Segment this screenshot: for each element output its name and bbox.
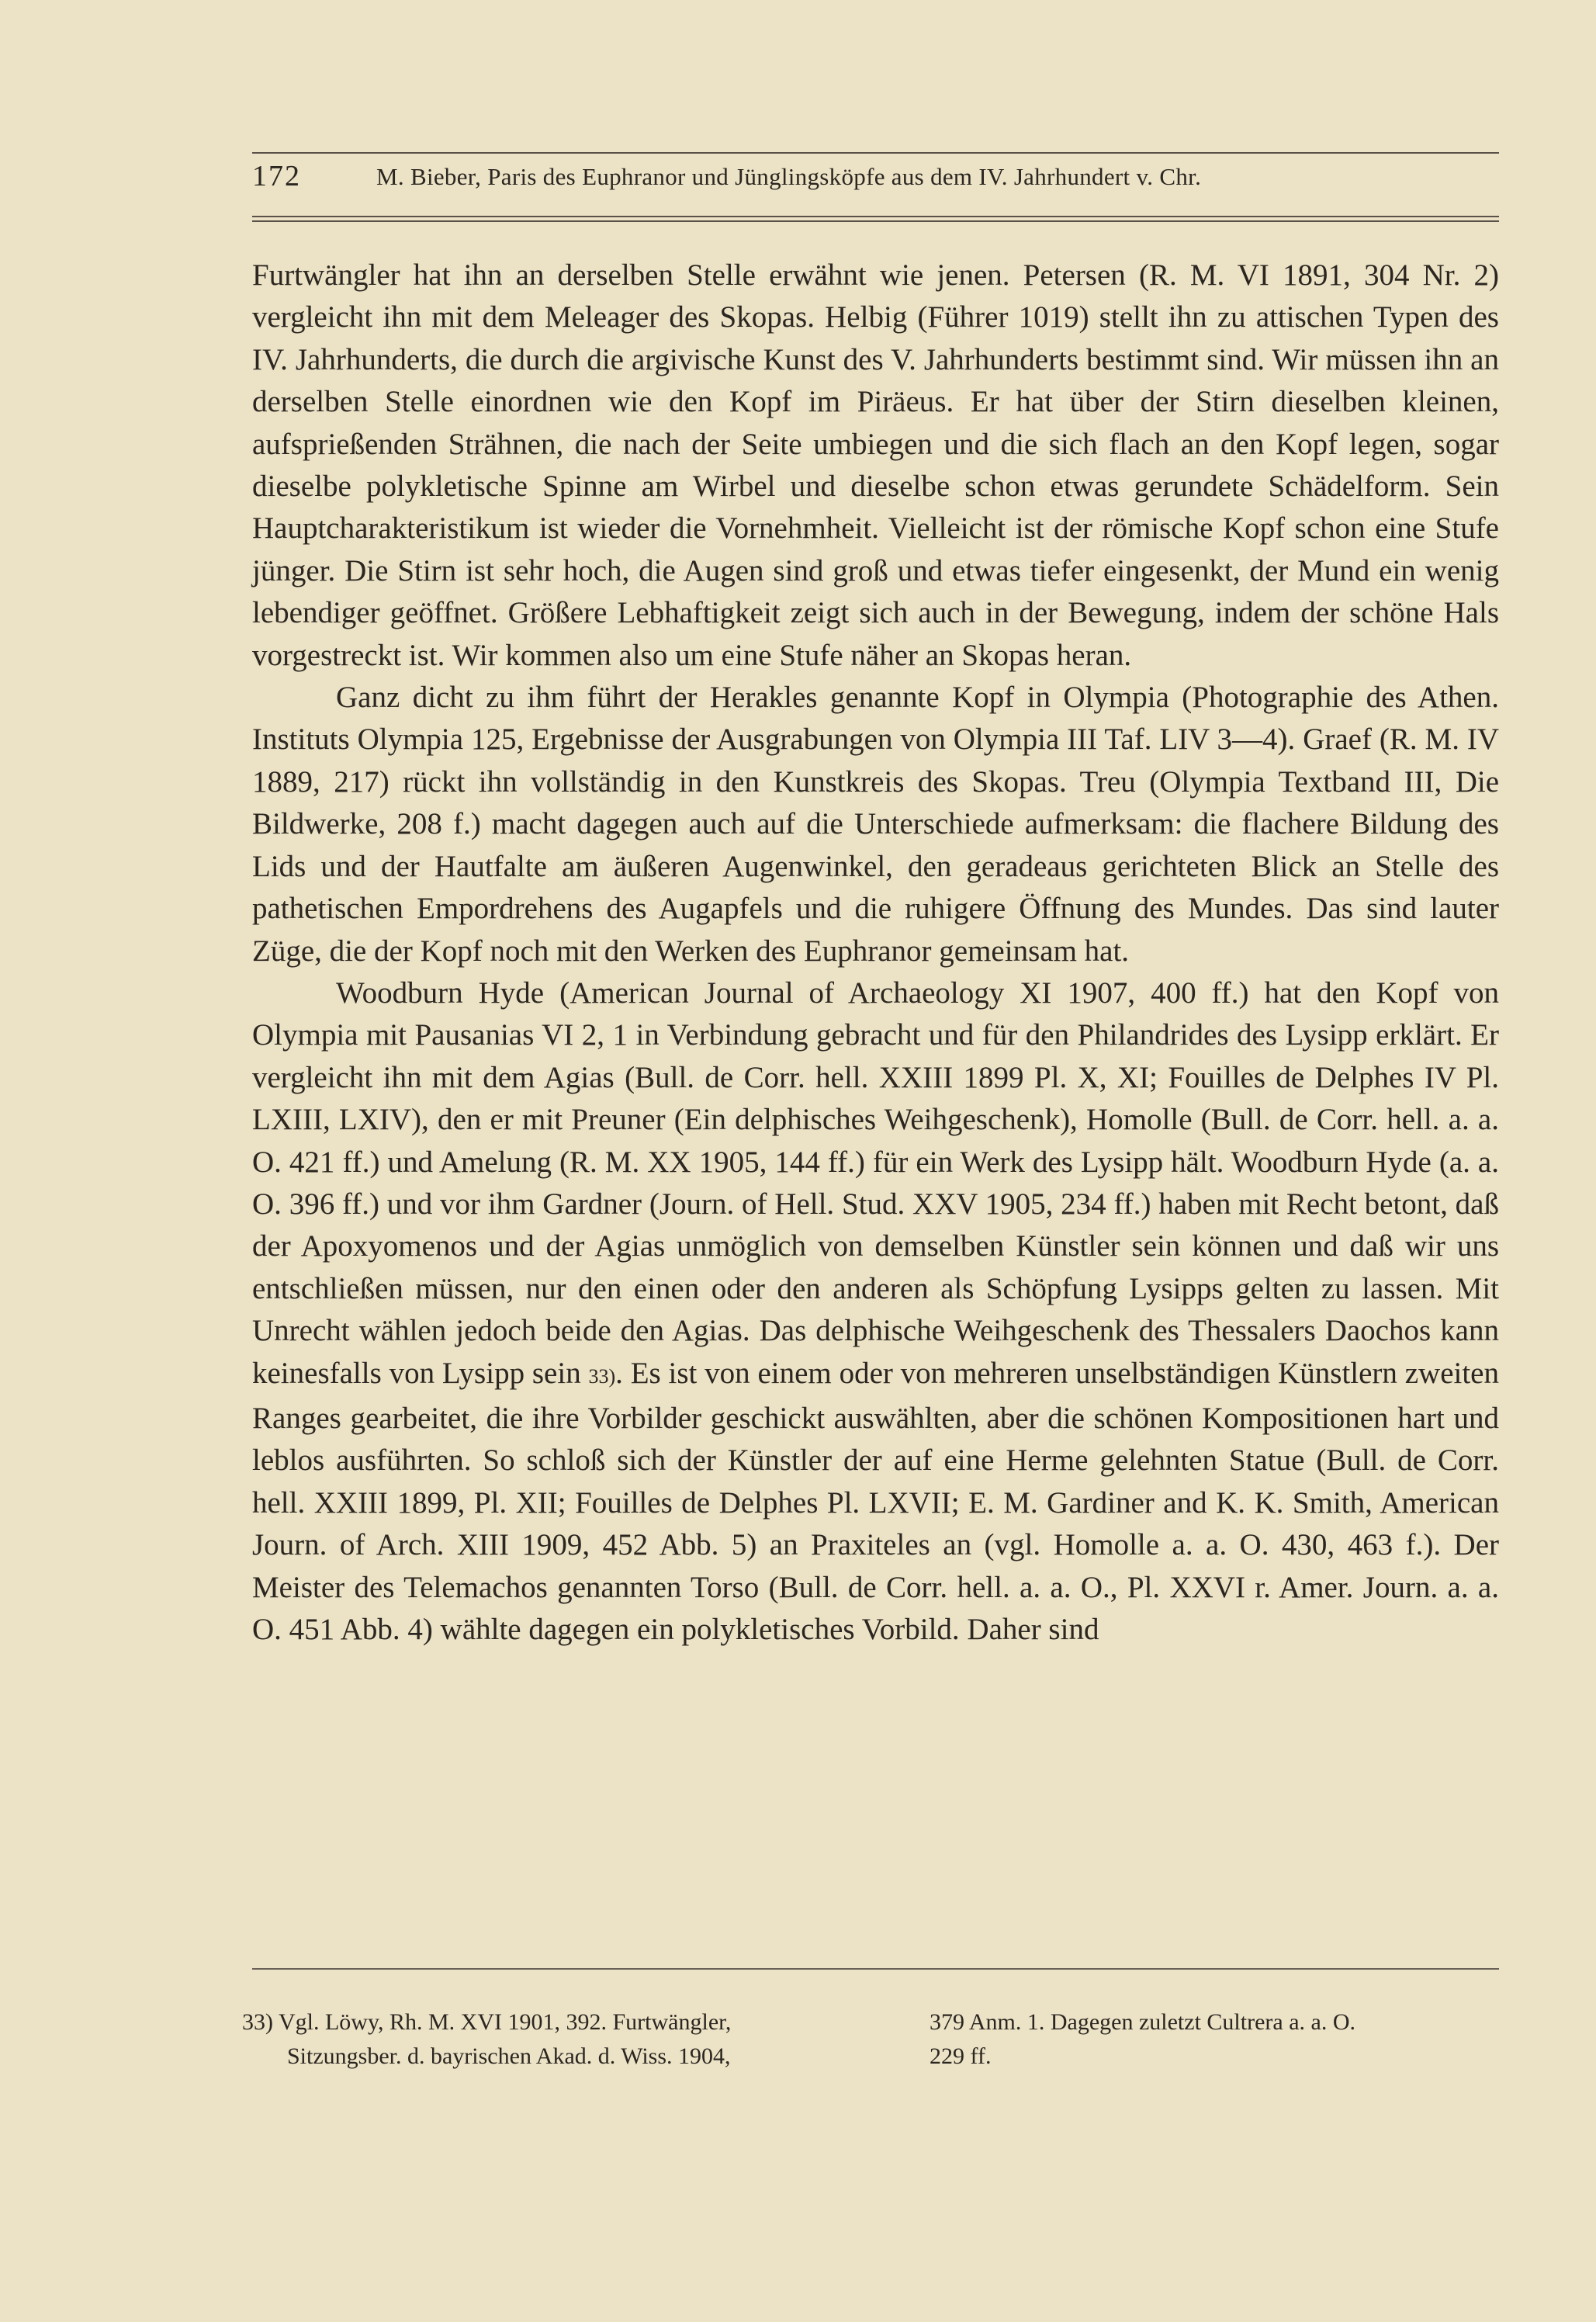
running-title: M. Bieber, Paris des Euphranor und Jünglingsköpfe aus dem IV. Jahrhundert v. Chr.: [376, 163, 1202, 190]
footnote-rule: [252, 1968, 1499, 1970]
header-double-rule: [252, 216, 1499, 222]
footnote-right-column: [930, 2005, 1504, 2074]
paragraph-2: Ganz dicht zu ihm führt der Herakles genannte Kopf in Olympia (Photographie des Athen. Instituts Olympia 125, Ergebnisse der Ausgrabungen von Olympia III Taf. LIV 3—4). Graef (R. M. IV 1889, 217) rückt ihn vollständig in den Kunstkreis des Skopas. Treu (Olympia Textband III, Die Bildwerke, 208 f.) macht dagegen auch auf die Unterschiede aufmerksam: die flachere Bildung des Lids und der Hautfalte am äußeren Augenwinkel, den geradeaus gerichteten Blick an Stelle des pathetischen Empordrehens des Augapfels und die ruhigere Öffnung des Mundes. Das sind lauter Züge, die der Kopf noch mit den Werken des Euphranor gemeinsam hat.: [252, 681, 1499, 968]
body-text: [252, 255, 1499, 1651]
footnote-left-column: [242, 2005, 863, 2074]
footnote-line: 229 ff.: [930, 2043, 992, 2069]
page-number: 172: [252, 160, 301, 192]
footnote-reference: 33): [588, 1364, 616, 1388]
header-top-rule: [252, 152, 1499, 154]
footnote-line: 379 Anm. 1. Dagegen zuletzt Cultrera a. a. O.: [930, 2009, 1355, 2035]
paragraph-3: [252, 972, 1499, 1651]
paragraph-3-text-b: . Es ist von einem oder von mehreren unselbständigen Künstlern zweiten Ranges gearbeitet, die ihre Vorbilder geschickt auswählten, aber die schönen Kompositionen hart und leblos ausführten. So schloß sich der Künstler der auf eine Herme gelehnten Statue (Bull. de Corr. hell. XXIII 1899, Pl. XII; Fouilles de Delphes Pl. LXVII; E. M. Gardiner and K. K. Smith, American Journ. of Arch. XIII 1909, 452 Abb. 5) an Praxiteles an (vgl. Homolle a. a. O. 430, 463 f.). Der Meister des Telemachos genannten Torso (Bull. de Corr. hell. a. a. O., Pl. XXVI r. Amer. Journ. a. a. O. 451 Abb. 4) wählte dagegen ein polykletisches Vorbild. Daher sind: [252, 1356, 1499, 1646]
paragraph-1: Furtwängler hat ihn an derselben Stelle erwähnt wie jenen. Petersen (R. M. VI 1891, 304 Nr. 2) vergleicht ihn mit dem Meleager des Skopas. Helbig (Führer 1019) stellt ihn zu attischen Typen des IV. Jahrhunderts, die durch die argivische Kunst des V. Jahrhunderts bestimmt sind. Wir müssen ihn an derselben Stelle einordnen wie den Kopf im Piräeus. Er hat über der Stirn dieselben kleinen, aufsprießenden Strähnen, die nach der Seite umbiegen und die sich flach an den Kopf legen, sogar dieselbe polykletische Spinne am Wirbel und dieselbe schon etwas gerundete Schädelform. Sein Hauptcharakteristikum ist wieder die Vornehmheit. Vielleicht ist der römische Kopf schon eine Stufe jünger. Die Stirn ist sehr hoch, die Augen sind groß und etwas tiefer eingesenkt, der Mund ein wenig lebendiger geöffnet. Größere Lebhaftigkeit zeigt sich auch in der Bewegung, indem der schöne Hals vorgestreckt ist. Wir kommen also um eine Stufe näher an Skopas heran.: [252, 258, 1499, 672]
running-head: [252, 159, 1499, 203]
footnote-line: 33) Vgl. Löwy, Rh. M. XVI 1901, 392. Furtwängler,: [242, 2009, 732, 2035]
footnote-line: Sitzungsber. d. bayrischen Akad. d. Wiss. 1904,: [287, 2043, 731, 2069]
paragraph-3-text-a: Woodburn Hyde (American Journal of Archaeology XI 1907, 400 ff.) hat den Kopf von Olympia mit Pausanias VI 2, 1 in Verbindung gebracht und für den Philandrides des Lysipp erklärt. Er vergleicht ihn mit dem Agias (Bull. de Corr. hell. XXIII 1899 Pl. X, XI; Fouilles de Delphes IV Pl. LXIII, LXIV), den er mit Preuner (Ein delphisches Weihgeschenk), Homolle (Bull. de Corr. hell. a. a. O. 421 ff.) und Amelung (R. M. XX 1905, 144 ff.) für ein Werk des Lysipp hält. Woodburn Hyde (a. a. O. 396 ff.) und vor ihm Gardner (Journ. of Hell. Stud. XXV 1905, 234 ff.) haben mit Recht betont, daß der Apoxyomenos und der Agias unmöglich von demselben Künstler sein können und daß wir uns entschließen müssen, nur den einen oder den anderen als Schöpfung Lysipps gelten zu lassen. Mit Unrecht wählen jedoch beide den Agias. Das delphische Weihgeschenk des Thessalers Daochos kann keinesfalls von Lysipp sein: [252, 976, 1499, 1390]
